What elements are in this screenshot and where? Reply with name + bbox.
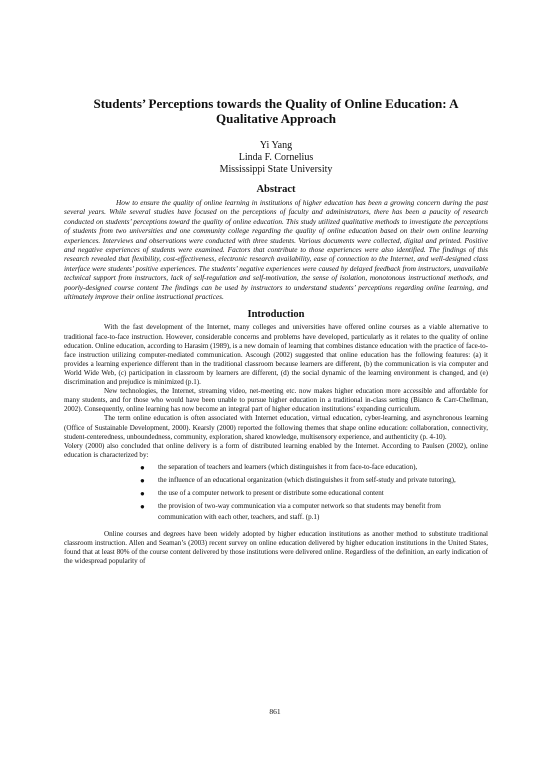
abstract-heading: Abstract: [256, 184, 296, 195]
intro-closing-paragraph: Online courses and degrees have been widely adopted by higher education institutions as another method to substitute traditional classroom instruction. Allen and Seaman’s (2003) recent survey on online education delivered by higher education institutions in the United States, found that at least 80% of the course content delivered by those institutions were delivered online. Regardless of the definition, an early indication of the widespread popularity of: [64, 529, 488, 566]
list-item-text: the separation of teachers and learners (which distinguishes it from face-to-face education),: [158, 462, 418, 471]
list-item: [64, 462, 488, 473]
abstract-text: How to ensure the quality of online learning in institutions of higher education has been a growing concern during the past several years. While several studies have focused on the perceptions of faculty and administrators, there has been a paucity of research conducted on students’ perceptions toward the quality of online education. This study utilized qualitative methods to investigate the perceptions of students from two universities and one community college regarding the quality of online education based on their own online learning experiences. Interviews and observations were conducted with three students. Various documents were collected, digital and printed. Positive and negative experiences of students were examined. Factors that contribute to those experiences were also identified. The findings of this research revealed that flexibility, cost-effectiveness, electronic research availability, ease of connection to the Internet, and well-designed class interface were students’ positive experiences. The students’ negative experiences were caused by delayed feedback from instructors, unavailable technical support from instructors, lack of self-regulation and self-motivation, the sense of isolation, monotonous instructional methods, and poorly-designed course content The findings can be used by instructors to understand students’ perceptions regarding online learning, and ultimately improve their online instructional practices.: [64, 198, 488, 302]
paper-page: [64, 96, 488, 566]
list-item-text: the provision of two-way communication via a computer network so that students may benefit from communication with each other, teachers, and staff. (p.1): [158, 501, 441, 521]
list-item: [64, 488, 488, 499]
bullet-icon: ●: [140, 475, 145, 485]
intro-paragraph-4: Volery (2000) also concluded that online delivery is a form of distributed learning enabled by the Internet. According to Paulsen (2002), online education is characterized by:: [64, 441, 488, 459]
author-name-2: Linda F. Cornelius: [238, 152, 314, 163]
author-affiliation: Mississippi State University: [219, 164, 333, 175]
list-item: [64, 475, 488, 486]
author-block: [64, 140, 488, 176]
author-name-1: Yi Yang: [259, 140, 293, 151]
intro-paragraph-1: With the fast development of the Internet, many colleges and universities have offered online courses as a viable alternative to traditional face-to-face instruction. However, considerable concerns and problems have developed, particularly as it relates to the quality of online education. Online education, according to Harasim (1989), is a new domain of learning that combines distance education with the practice of face-to-face instruction utilizing computer-mediated communication. Ascough (2002) suggested that online education has the following features: (a) it provides a learning experience different than in the traditional classroom because learners are different, (b) the communication is via computer and World Wide Web, (c) participation in classroom by learners are different, (d) the social dynamic of the learning environment is changed, and (e) discrimination and prejudice is minimized (p.1).: [64, 323, 488, 387]
list-item-text: the use of a computer network to present or distribute some educational content: [158, 488, 384, 497]
paper-title: Students’ Perceptions towards the Quality of Online Education: A Qualitative Approach: [93, 96, 459, 126]
bullet-icon: ●: [140, 488, 145, 498]
introduction-heading: Introduction: [247, 309, 305, 321]
list-item-text: the influence of an educational organization (which distinguishes it from self-study and private tutoring),: [158, 475, 456, 484]
list-item: [64, 501, 488, 523]
intro-paragraph-3: The term online education is often associated with Internet education, virtual education, cyber-learning, and asynchronous learning (Office of Sustainable Development, 2000). Kearsly (2000) reported the following themes that shape online education: collaboration, connectivity, student-centeredness, unboundedness, community, exploration, shared knowledge, multisensory experience, and authenticity (p. 4-10).: [64, 414, 488, 441]
intro-paragraph-2: New technologies, the Internet, streaming video, net-meeting etc. now makes higher education more accessible and affordable for many students, and for those who would have been unable to pursue higher education in a traditional in-class setting (Bianco & Carr-Chellman, 2002). Consequently, online learning has now become an integral part of higher education institutions’ expanding curriculum.: [64, 387, 488, 414]
page-number: 861: [269, 707, 281, 716]
bullet-icon: ●: [140, 501, 145, 511]
bullet-icon: ●: [140, 462, 145, 472]
characteristics-list: [64, 462, 488, 523]
